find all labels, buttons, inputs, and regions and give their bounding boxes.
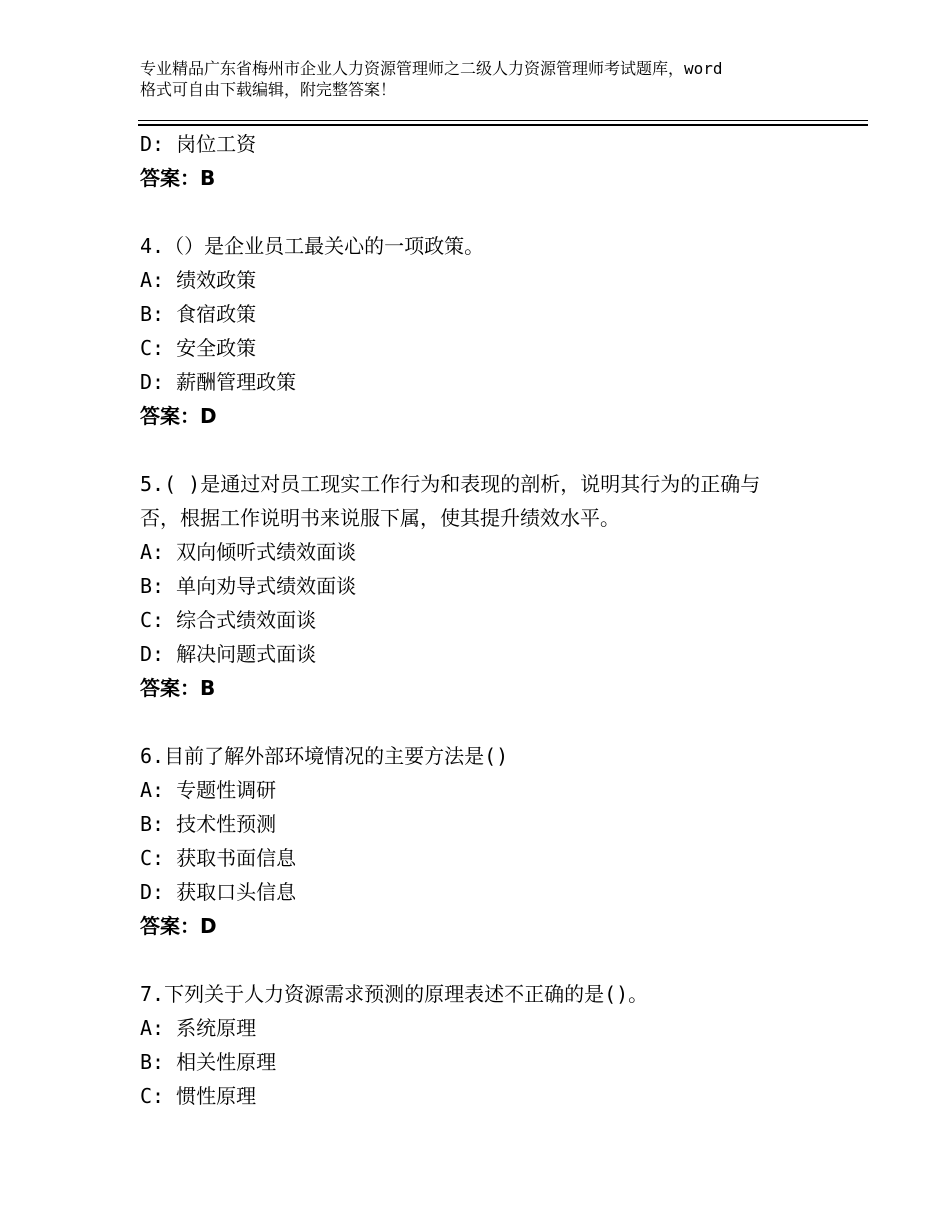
page-header xyxy=(140,58,840,100)
header-divider-thin xyxy=(138,120,868,121)
question-stem: 4.（）是企业员工最关心的一项政策。 xyxy=(140,234,485,258)
header-divider-thick xyxy=(138,124,868,126)
option-d: D: 岗位工资 xyxy=(140,132,257,156)
question-stem: 7.下列关于人力资源需求预测的原理表述不正确的是()。 xyxy=(140,982,649,1006)
option-c: C: 安全政策 xyxy=(140,336,257,360)
option-b: B: 食宿政策 xyxy=(140,302,257,326)
option-a: A: 绩效政策 xyxy=(140,268,257,292)
option-b: B: 单向劝导式绩效面谈 xyxy=(140,574,357,598)
option-d: D: 解决问题式面谈 xyxy=(140,642,317,666)
spacer xyxy=(140,195,860,229)
option-a: A: 专题性调研 xyxy=(140,778,277,802)
option-a: A: 双向倾听式绩效面谈 xyxy=(140,540,357,564)
option-c: C: 综合式绩效面谈 xyxy=(140,608,317,632)
question-3 xyxy=(140,127,860,195)
option-d: D: 获取口头信息 xyxy=(140,880,297,904)
question-7 xyxy=(140,977,860,1113)
question-stem-line-1: 5.( )是通过对员工现实工作行为和表现的剖析，说明其行为的正确与 xyxy=(140,472,761,496)
answer-label: 答案：B xyxy=(140,676,216,700)
question-5 xyxy=(140,467,860,705)
question-4 xyxy=(140,229,860,433)
spacer xyxy=(140,705,860,739)
question-stem-line-2: 否，根据工作说明书来说服下属，使其提升绩效水平。 xyxy=(140,506,620,530)
question-stem: 6.目前了解外部环境情况的主要方法是() xyxy=(140,744,509,768)
header-title-line-1: 专业精品广东省梅州市企业人力资源管理师之二级人力资源管理师考试题库，word xyxy=(140,59,723,78)
spacer xyxy=(140,433,860,467)
question-6 xyxy=(140,739,860,943)
answer-label: 答案：D xyxy=(140,404,217,428)
option-c: C: 获取书面信息 xyxy=(140,846,297,870)
answer-label: 答案：B xyxy=(140,166,216,190)
option-d: D: 薪酬管理政策 xyxy=(140,370,297,394)
option-a: A: 系统原理 xyxy=(140,1016,257,1040)
option-b: B: 相关性原理 xyxy=(140,1050,277,1074)
option-c: C: 惯性原理 xyxy=(140,1084,257,1108)
question-list xyxy=(140,127,860,1113)
spacer xyxy=(140,943,860,977)
header-title-line-2: 格式可自由下载编辑，附完整答案！ xyxy=(140,80,397,99)
option-b: B: 技术性预测 xyxy=(140,812,277,836)
answer-label: 答案：D xyxy=(140,914,217,938)
